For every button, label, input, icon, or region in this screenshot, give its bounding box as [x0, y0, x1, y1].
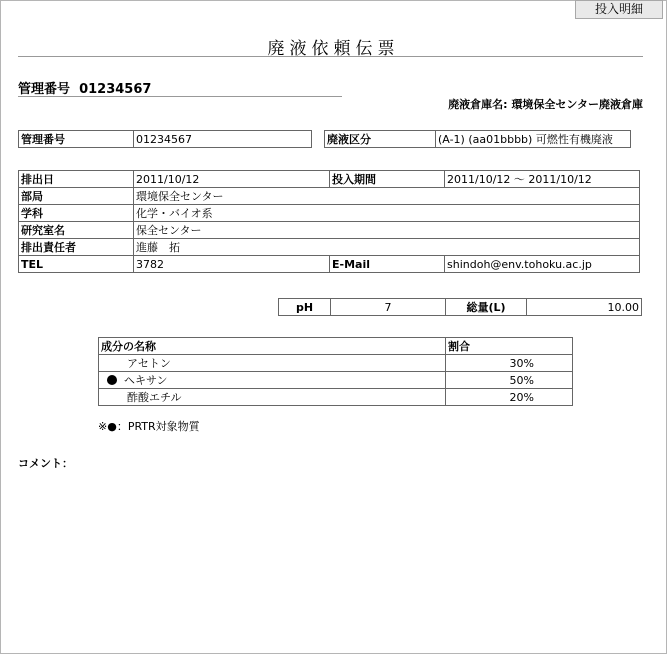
components-table [98, 337, 573, 406]
ph-label: pH [279, 299, 331, 316]
component-name: 酢酸エチル [99, 389, 446, 406]
person-label: 排出責任者 [19, 239, 134, 256]
subject-value: 化学・バイオ系 [134, 205, 640, 222]
warehouse-label: 廃液倉庫名: [448, 98, 508, 111]
table-row [99, 355, 573, 372]
category-value: (A-1) (aa01bbbb) 可燃性有機廃液 [436, 131, 631, 148]
table-row [19, 222, 640, 239]
input-details-button[interactable]: 投入明細 [575, 0, 663, 19]
component-name: アセトン [99, 355, 446, 372]
dept-value: 環境保全センター [134, 188, 640, 205]
management-number-heading [18, 78, 151, 97]
volume-value: 10.00 [527, 299, 642, 316]
table-row [19, 239, 640, 256]
table-row [279, 299, 642, 316]
comment-label: コメント： [18, 457, 73, 470]
component-ratio-header: 割合 [446, 338, 573, 355]
management-divider [18, 96, 342, 97]
table-row [19, 188, 640, 205]
subject-label: 学科 [19, 205, 134, 222]
email-value: shindoh@env.tohoku.ac.jp [445, 256, 640, 273]
table-row [19, 256, 640, 273]
dept-label: 部局 [19, 188, 134, 205]
discharge-info-table [18, 170, 640, 273]
spacer [312, 131, 325, 148]
period-label: 投入期間 [330, 171, 445, 188]
component-name: ヘキサン [124, 374, 168, 387]
tel-value: 3782 [134, 256, 330, 273]
email-label: E-Mail [330, 256, 445, 273]
table-row [99, 372, 573, 389]
page-title: 廃液依頼伝票 [267, 39, 400, 59]
volume-label: 総量(L) [446, 299, 527, 316]
id-category-table [18, 130, 631, 148]
table-row [19, 131, 631, 148]
warehouse-value: 環境保全センター廃液倉庫 [511, 98, 643, 111]
component-name-cell [99, 372, 446, 389]
person-value: 進藤 拓 [134, 239, 640, 256]
ph-volume-table [278, 298, 642, 316]
id-value: 01234567 [134, 131, 312, 148]
category-label: 廃液区分 [325, 131, 436, 148]
component-ratio: 50% [446, 372, 573, 389]
prtr-marker-icon [107, 375, 117, 385]
table-row [19, 171, 640, 188]
management-number-label: 管理番号 [18, 82, 71, 97]
period-value: 2011/10/12 ～ 2011/10/12 [445, 171, 640, 188]
prtr-note: ※●：PRTR対象物質 [98, 420, 200, 433]
table-header-row [99, 338, 573, 355]
warehouse-name [448, 96, 643, 112]
discharge-date-label: 排出日 [19, 171, 134, 188]
management-number-value: 01234567 [79, 82, 152, 97]
lab-value: 保全センター [134, 222, 640, 239]
table-row [99, 389, 573, 406]
lab-label: 研究室名 [19, 222, 134, 239]
id-label: 管理番号 [19, 131, 134, 148]
component-ratio: 20% [446, 389, 573, 406]
component-ratio: 30% [446, 355, 573, 372]
component-name-header: 成分の名称 [99, 338, 446, 355]
discharge-date-value: 2011/10/12 [134, 171, 330, 188]
title-divider [18, 56, 643, 57]
ph-value: 7 [331, 299, 446, 316]
table-row [19, 205, 640, 222]
tel-label: TEL [19, 256, 134, 273]
